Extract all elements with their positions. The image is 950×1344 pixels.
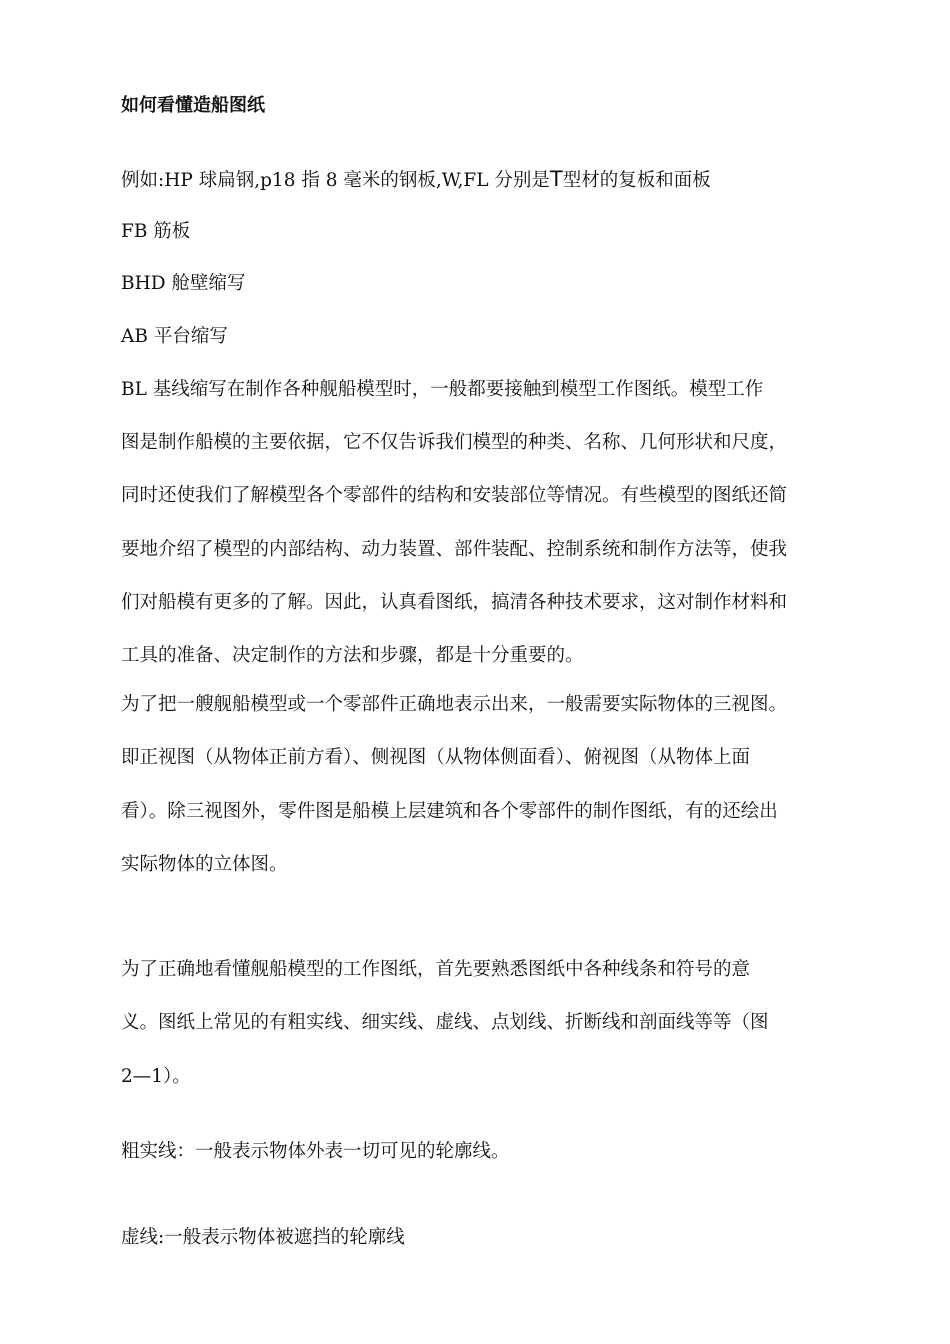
paragraph-line: 义。图纸上常见的有粗实线、细实线、虚线、点划线、折断线和剖面线等等（图 bbox=[121, 1012, 769, 1033]
dashed-line-definition: 虚线:一般表示物体被遮挡的轮廓线 bbox=[121, 1227, 405, 1248]
paragraph-line: 工具的准备、决定制作的方法和步骤，都是十分重要的。 bbox=[121, 645, 584, 666]
fb-line: FB 筋板 bbox=[121, 221, 191, 242]
paragraph-line: 为了正确地看懂舰船模型的工作图纸，首先要熟悉图纸中各种线条和符号的意 bbox=[121, 959, 751, 980]
paragraph-line: BL 基线缩写在制作各种舰船模型时，一般都要接触到模型工作图纸。模型工作 bbox=[121, 379, 764, 400]
paragraph-line: 实际物体的立体图。 bbox=[121, 854, 288, 875]
paragraph-line: 看）。除三视图外，零件图是船模上层建筑和各个零部件的制作图纸，有的还绘出 bbox=[121, 801, 778, 822]
paragraph-line: 为了把一艘舰船模型或一个零部件正确地表示出来，一般需要实际物体的三视图。 bbox=[121, 694, 788, 715]
paragraph-line: 图是制作船模的主要依据，它不仅告诉我们模型的种类、名称、几何形状和尺度， bbox=[121, 432, 788, 453]
page-title: 如何看懂造船图纸 bbox=[121, 95, 265, 116]
paragraph-line: 要地介绍了模型的内部结构、动力装置、部件装配、控制系统和制作方法等，使我 bbox=[121, 539, 788, 560]
example-prefix: 例如:HP 球扁钢,p18 指 8 毫米的钢板,W,FL 分别是 bbox=[121, 170, 550, 191]
example-line bbox=[121, 167, 711, 193]
example-suffix: 型材的复板和面板 bbox=[562, 170, 711, 191]
paragraph-line: 即正视图（从物体正前方看）、侧视图（从物体侧面看）、俯视图（从物体上面 bbox=[121, 747, 751, 768]
ab-line: AB 平台缩写 bbox=[121, 326, 228, 347]
paragraph-line: 们对船模有更多的了解。因此，认真看图纸，搞清各种技术要求，这对制作材料和 bbox=[121, 592, 788, 613]
example-t-glyph: T bbox=[549, 167, 563, 191]
paragraph-line: 2—1）。 bbox=[121, 1066, 191, 1087]
thick-line-definition: 粗实线：一般表示物体外表一切可见的轮廓线。 bbox=[121, 1141, 510, 1162]
bhd-line: BHD 舱壁缩写 bbox=[121, 273, 246, 294]
paragraph-line: 同时还使我们了解模型各个零部件的结构和安装部位等情况。有些模型的图纸还简 bbox=[121, 485, 788, 506]
